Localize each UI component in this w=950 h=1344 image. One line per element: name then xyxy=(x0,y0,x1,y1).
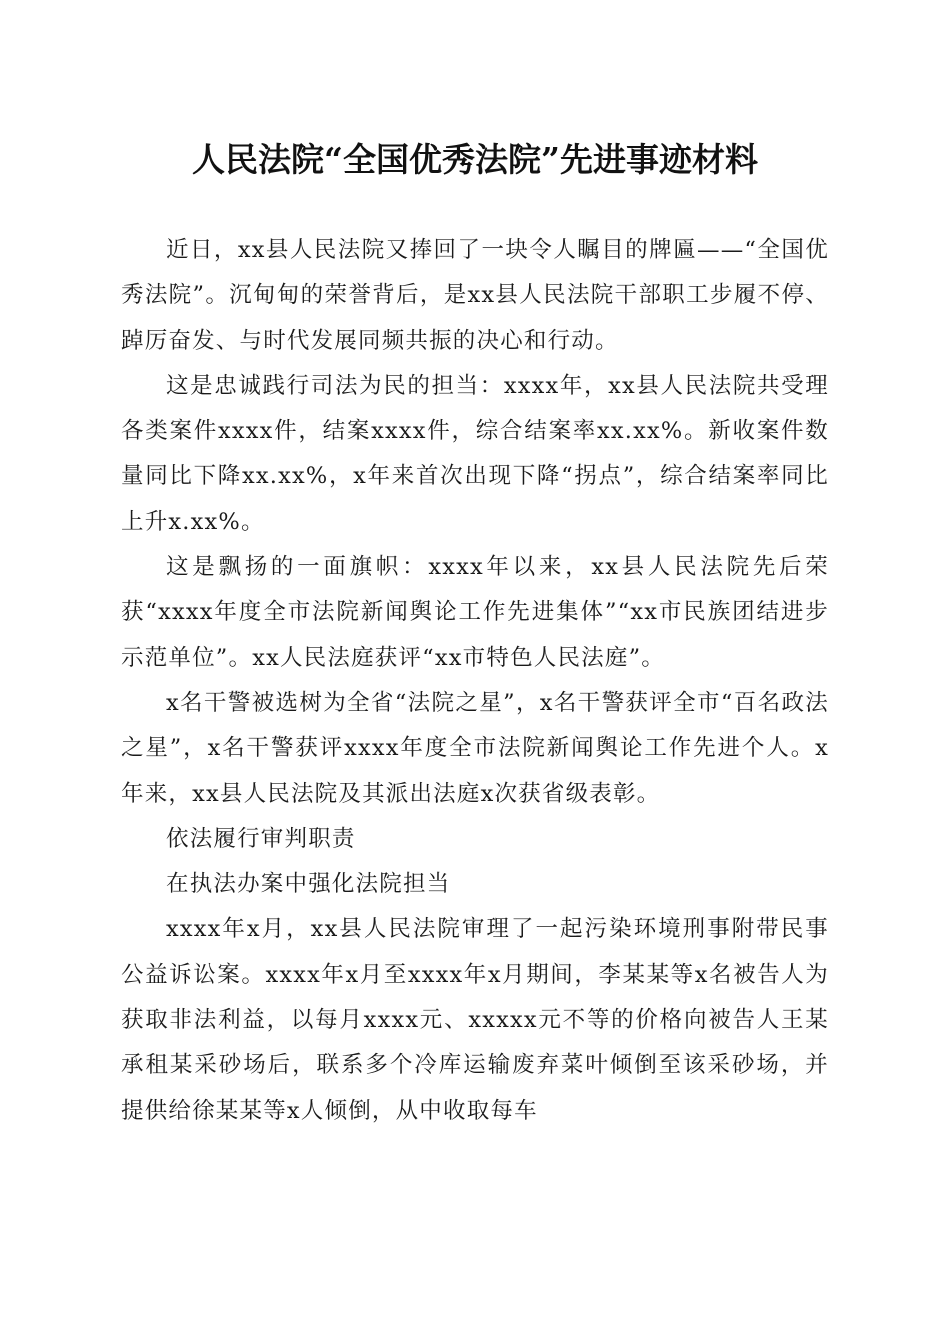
paragraph-pollution-case: xxxx年x月，xx县人民法院审理了一起污染环境刑事附带民事公益诉讼案。xxxx年x月至xxxx年x月期间，李某某等x名被告人为获取非法利益，以每月xxxx元、xxxxx元不等的价格向被告人王某承租某采砂场后，联系多个冷库运输废弃菜叶倾倒至该采砂场，并提供给徐某某等x人倾倒，从中收取每车 xyxy=(121,916,829,1124)
section-heading-duties: 依法履行审判职责 xyxy=(166,825,356,852)
paragraph-case-statistics: 这是忠诚践行司法为民的担当：xxxx年，xx县人民法院共受理各类案件xxxx件，结案xxxx件，综合结案率xx.xx%。新收案件数量同比下降xx.xx%，x年来首次出现下降“拐点”，综合结案率同比上升x.xx%。 xyxy=(121,372,829,535)
document-title: 人民法院“全国优秀法院”先进事迹材料 xyxy=(192,140,758,179)
section-subheading-responsibility: 在执法办案中强化法院担当 xyxy=(166,871,451,898)
document-body xyxy=(121,228,829,1134)
paragraph-honors: 这是飘扬的一面旗帜：xxxx年以来，xx县人民法院先后荣获“xxxx年度全市法院新闻舆论工作先进集体”“xx市民族团结进步示范单位”。xx人民法庭获评“xx市特色人民法庭”。 xyxy=(121,554,829,671)
paragraph-staff-awards: x名干警被选树为全省“法院之星”，x名干警获评全市“百名政法之星”，x名干警获评xxxx年度全市法院新闻舆论工作先进个人。x年来，xx县人民法院及其派出法庭x次获省级表彰。 xyxy=(121,689,829,807)
paragraph-intro: 近日，xx县人民法院又捧回了一块令人瞩目的牌匾——“全国优秀法院”。沉甸甸的荣誉背后，是xx县人民法院干部职工步履不停、踔厉奋发、与时代发展同频共振的决心和行动。 xyxy=(121,237,829,354)
